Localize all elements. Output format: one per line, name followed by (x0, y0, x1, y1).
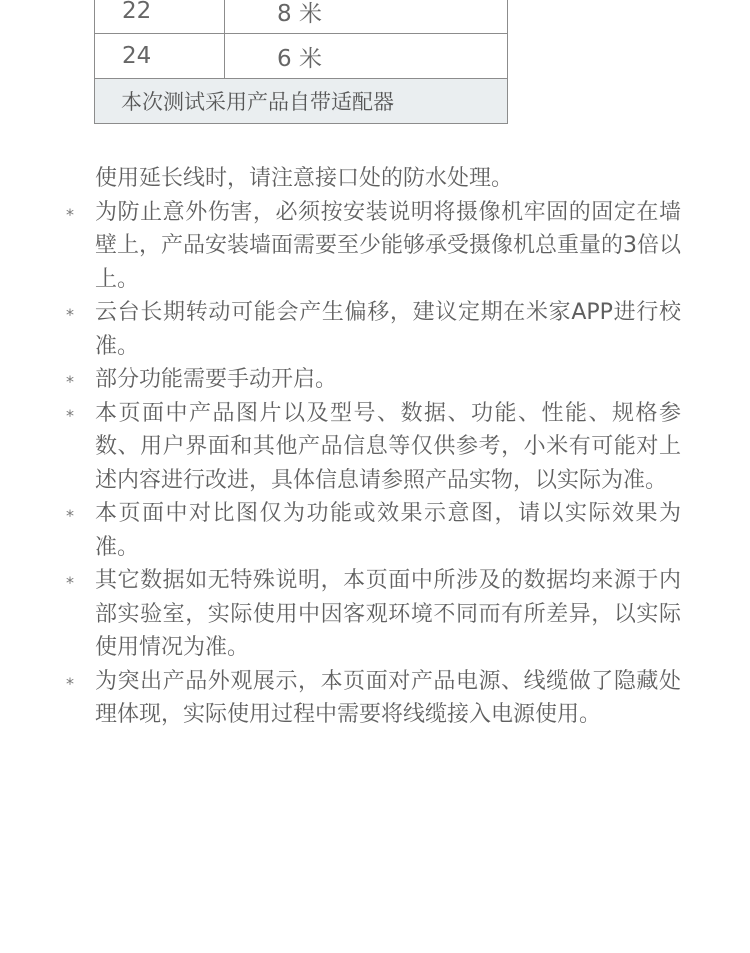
table-cell-length: 6 米 (225, 34, 508, 79)
table-cell-length: 8 米 (225, 0, 508, 34)
list-item (0, 564, 681, 665)
asterisk-icon: * (66, 573, 74, 592)
list-item (0, 196, 681, 297)
asterisk-icon: * (66, 405, 74, 425)
note-text: 使用延长线时，请注意接口处的防水处理。 (95, 166, 514, 191)
list-item (0, 397, 681, 498)
table-row (95, 34, 508, 79)
note-text: 为突出产品外观展示，本页面对产品电源、线缆做了隐藏处理体现，实际使用过程中需要将线缆接入电源使用。 (95, 668, 681, 727)
asterisk-icon: * (66, 204, 74, 224)
note-text: 云台长期转动可能会产生偏移，建议定期在米家APP进行校准。 (95, 300, 681, 359)
table-note-row (95, 79, 508, 124)
list-item (0, 162, 681, 196)
note-text: 本页面中对比图仅为功能或效果示意图，请以实际效果为准。 (95, 501, 681, 560)
asterisk-icon: * (66, 506, 74, 525)
table-note: 本次测试采用产品自带适配器 (95, 79, 508, 124)
cable-length-table (94, 0, 508, 124)
list-item (0, 296, 681, 363)
note-text: 为防止意外伤害，必须按安装说明将摄像机牢固的固定在墙壁上，产品安装墙面需要至少能够承受摄像机总重量的3倍以上。 (95, 199, 681, 292)
asterisk-icon: * (66, 372, 74, 391)
note-text: 部分功能需要手动开启。 (95, 367, 338, 392)
list-item (0, 665, 681, 732)
note-text: 本页面中产品图片以及型号、数据、功能、性能、规格参数、用户界面和其他产品信息等仅供参考，小米有可能对上述内容进行改进，具体信息请参照产品实物，以实际为准。 (95, 400, 681, 493)
table-cell-wire-gauge: 22 (95, 0, 225, 34)
asterisk-icon: * (66, 673, 74, 693)
list-item (0, 497, 681, 564)
note-text: 其它数据如无特殊说明，本页面中所涉及的数据均来源于内部实验室，实际使用中因客观环境不同而有所差异，以实际使用情况为准。 (95, 568, 681, 660)
asterisk-icon: * (66, 305, 74, 324)
disclaimer-list (0, 162, 750, 732)
table-row (95, 0, 508, 34)
table-cell-wire-gauge: 24 (95, 34, 225, 79)
list-item (0, 363, 681, 397)
